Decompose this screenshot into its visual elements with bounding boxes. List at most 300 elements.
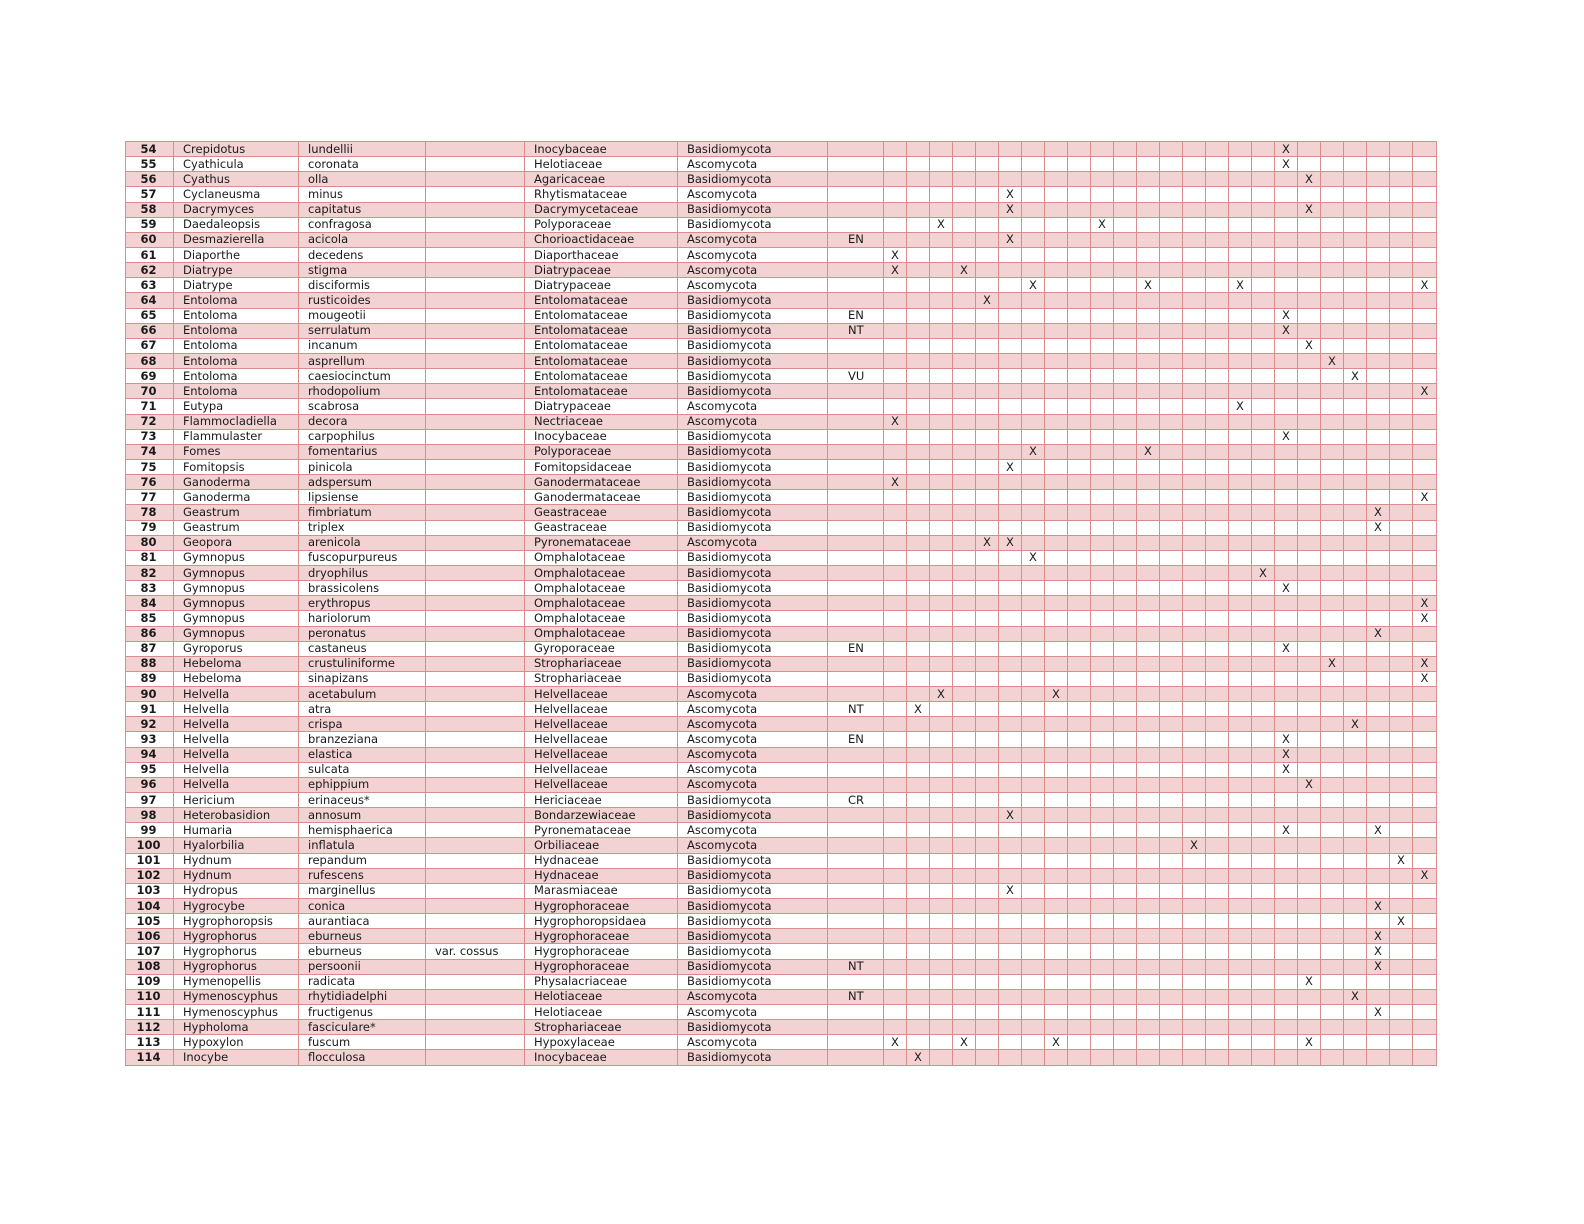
presence-cell: [1229, 475, 1252, 490]
presence-cell: [1206, 384, 1229, 399]
status-cell: [828, 293, 884, 308]
genus-cell: Gymnopus: [174, 611, 299, 626]
presence-cell: [1321, 232, 1344, 247]
presence-cell: [1068, 293, 1091, 308]
presence-cell: [1344, 384, 1367, 399]
presence-cell: [884, 959, 907, 974]
presence-cell: [1344, 671, 1367, 686]
presence-cell: [1275, 550, 1298, 565]
presence-cell: X: [999, 202, 1022, 217]
variety-cell: [426, 611, 525, 626]
species-cell: flocculosa: [299, 1050, 426, 1065]
presence-cell: [953, 1050, 976, 1065]
presence-cell: [1091, 384, 1114, 399]
species-cell: erinaceus*: [299, 793, 426, 808]
presence-cell: [1275, 914, 1298, 929]
presence-cell: [1321, 596, 1344, 611]
presence-cell: [1183, 777, 1206, 792]
presence-cell: [1252, 550, 1275, 565]
presence-cell: X: [1413, 611, 1437, 626]
species-cell: ephippium: [299, 777, 426, 792]
presence-cell: [953, 989, 976, 1004]
presence-cell: [1137, 399, 1160, 414]
presence-cell: [953, 762, 976, 777]
presence-cell: [884, 278, 907, 293]
presence-cell: [1091, 626, 1114, 641]
presence-cell: [1275, 535, 1298, 550]
species-cell: radicata: [299, 974, 426, 989]
presence-cell: [1229, 202, 1252, 217]
phylum-cell: Basidiomycota: [678, 581, 828, 596]
presence-cell: [1321, 429, 1344, 444]
presence-cell: [1045, 702, 1068, 717]
genus-cell: Entoloma: [174, 384, 299, 399]
presence-cell: [1114, 883, 1137, 898]
presence-cell: [1390, 550, 1413, 565]
presence-cell: [1298, 808, 1321, 823]
presence-cell: [1206, 414, 1229, 429]
family-cell: Helvellaceae: [525, 732, 678, 747]
presence-cell: [1137, 581, 1160, 596]
presence-cell: [1206, 959, 1229, 974]
presence-cell: [1413, 338, 1437, 353]
presence-cell: [1114, 1035, 1137, 1050]
presence-cell: [1413, 747, 1437, 762]
table-row: [126, 974, 1437, 989]
genus-cell: Heterobasidion: [174, 808, 299, 823]
presence-cell: [1367, 429, 1390, 444]
presence-cell: [1114, 565, 1137, 580]
presence-cell: [1160, 520, 1183, 535]
presence-cell: [1114, 838, 1137, 853]
presence-cell: [999, 142, 1022, 157]
species-cell: carpophilus: [299, 429, 426, 444]
row-number: 56: [126, 172, 174, 187]
presence-cell: [1160, 883, 1183, 898]
species-cell: sinapizans: [299, 671, 426, 686]
table-row: [126, 1020, 1437, 1035]
presence-cell: [999, 172, 1022, 187]
presence-cell: [1091, 1050, 1114, 1065]
presence-cell: [1022, 520, 1045, 535]
presence-cell: [1298, 353, 1321, 368]
presence-cell: [1045, 793, 1068, 808]
presence-cell: [1137, 308, 1160, 323]
presence-cell: [1252, 1035, 1275, 1050]
presence-cell: [1160, 444, 1183, 459]
presence-cell: [1068, 868, 1091, 883]
presence-cell: [1045, 823, 1068, 838]
species-cell: arenicola: [299, 535, 426, 550]
family-cell: Entolomataceae: [525, 384, 678, 399]
variety-cell: [426, 505, 525, 520]
presence-cell: [976, 232, 999, 247]
presence-cell: [999, 641, 1022, 656]
family-cell: Physalacriaceae: [525, 974, 678, 989]
presence-cell: [1298, 581, 1321, 596]
presence-cell: [1390, 671, 1413, 686]
presence-cell: [884, 989, 907, 1004]
presence-cell: [1160, 338, 1183, 353]
presence-cell: [1114, 217, 1137, 232]
row-number: 92: [126, 717, 174, 732]
status-cell: [828, 550, 884, 565]
presence-cell: [1367, 384, 1390, 399]
presence-cell: [1252, 384, 1275, 399]
presence-cell: [1022, 505, 1045, 520]
presence-cell: [1206, 777, 1229, 792]
presence-cell: [1045, 338, 1068, 353]
status-cell: [828, 353, 884, 368]
presence-cell: [1137, 762, 1160, 777]
presence-cell: [1321, 535, 1344, 550]
phylum-cell: Basidiomycota: [678, 793, 828, 808]
presence-cell: [1252, 899, 1275, 914]
presence-cell: [930, 565, 953, 580]
presence-cell: [1045, 641, 1068, 656]
status-cell: [828, 914, 884, 929]
genus-cell: Entoloma: [174, 323, 299, 338]
presence-cell: [1206, 399, 1229, 414]
presence-cell: [999, 838, 1022, 853]
presence-cell: [1137, 671, 1160, 686]
presence-cell: [1022, 959, 1045, 974]
status-cell: CR: [828, 793, 884, 808]
presence-cell: [1367, 687, 1390, 702]
presence-cell: [1114, 475, 1137, 490]
presence-cell: [1252, 989, 1275, 1004]
presence-cell: [1390, 384, 1413, 399]
presence-cell: [1160, 1005, 1183, 1020]
presence-cell: [1114, 414, 1137, 429]
table-row: [126, 687, 1437, 702]
presence-cell: [976, 747, 999, 762]
presence-cell: [1114, 505, 1137, 520]
presence-cell: [930, 187, 953, 202]
presence-cell: [1114, 278, 1137, 293]
presence-cell: [1091, 565, 1114, 580]
presence-cell: [1367, 641, 1390, 656]
presence-cell: [976, 974, 999, 989]
presence-cell: [1390, 369, 1413, 384]
presence-cell: [1344, 899, 1367, 914]
presence-cell: [1160, 157, 1183, 172]
family-cell: Entolomataceae: [525, 293, 678, 308]
presence-cell: [953, 944, 976, 959]
presence-cell: [999, 974, 1022, 989]
genus-cell: Eutypa: [174, 399, 299, 414]
presence-cell: [1068, 535, 1091, 550]
presence-cell: [1229, 429, 1252, 444]
family-cell: Omphalotaceae: [525, 550, 678, 565]
presence-cell: [1321, 929, 1344, 944]
presence-cell: [999, 671, 1022, 686]
presence-cell: [1390, 278, 1413, 293]
status-cell: [828, 823, 884, 838]
presence-cell: [1252, 868, 1275, 883]
presence-cell: [1344, 142, 1367, 157]
row-number: 97: [126, 793, 174, 808]
species-cell: olla: [299, 172, 426, 187]
presence-cell: [1206, 308, 1229, 323]
presence-cell: [1022, 247, 1045, 262]
presence-cell: [1114, 172, 1137, 187]
table-row: [126, 596, 1437, 611]
presence-cell: [1206, 293, 1229, 308]
presence-cell: [1367, 596, 1390, 611]
presence-cell: [884, 596, 907, 611]
presence-cell: [1344, 278, 1367, 293]
status-cell: [828, 596, 884, 611]
status-cell: [828, 429, 884, 444]
presence-cell: [1390, 444, 1413, 459]
presence-cell: [1022, 217, 1045, 232]
table-row: [126, 414, 1437, 429]
presence-cell: [1114, 899, 1137, 914]
presence-cell: [1413, 732, 1437, 747]
presence-cell: [907, 414, 930, 429]
phylum-cell: Basidiomycota: [678, 944, 828, 959]
species-cell: crispa: [299, 717, 426, 732]
family-cell: Marasmiaceae: [525, 883, 678, 898]
presence-cell: [1160, 505, 1183, 520]
presence-cell: [1413, 369, 1437, 384]
presence-cell: [1183, 974, 1206, 989]
genus-cell: Entoloma: [174, 353, 299, 368]
status-cell: [828, 687, 884, 702]
presence-cell: [1413, 777, 1437, 792]
presence-cell: [930, 959, 953, 974]
presence-cell: [884, 793, 907, 808]
presence-cell: [1344, 520, 1367, 535]
presence-cell: [1298, 883, 1321, 898]
row-number: 75: [126, 459, 174, 474]
presence-cell: [907, 944, 930, 959]
row-number: 82: [126, 565, 174, 580]
presence-cell: [1183, 399, 1206, 414]
presence-cell: [1045, 929, 1068, 944]
presence-cell: [999, 384, 1022, 399]
phylum-cell: Basidiomycota: [678, 611, 828, 626]
status-cell: NT: [828, 959, 884, 974]
table-row: [126, 777, 1437, 792]
presence-cell: [1045, 1050, 1068, 1065]
presence-cell: [1390, 1035, 1413, 1050]
presence-cell: [1367, 399, 1390, 414]
species-cell: repandum: [299, 853, 426, 868]
species-cell: capitatus: [299, 202, 426, 217]
presence-cell: [1298, 793, 1321, 808]
presence-cell: [999, 550, 1022, 565]
presence-cell: [1045, 187, 1068, 202]
status-cell: [828, 1035, 884, 1050]
presence-cell: X: [1367, 944, 1390, 959]
family-cell: Diatrypaceae: [525, 399, 678, 414]
presence-cell: [1275, 717, 1298, 732]
presence-cell: [1022, 338, 1045, 353]
presence-cell: [1367, 838, 1390, 853]
presence-cell: [1091, 172, 1114, 187]
row-number: 90: [126, 687, 174, 702]
row-number: 84: [126, 596, 174, 611]
presence-cell: [1022, 399, 1045, 414]
presence-cell: [1160, 490, 1183, 505]
presence-cell: [1252, 823, 1275, 838]
presence-cell: [1160, 717, 1183, 732]
presence-cell: [1275, 520, 1298, 535]
presence-cell: [1229, 656, 1252, 671]
presence-cell: [1206, 475, 1229, 490]
presence-cell: [1114, 293, 1137, 308]
presence-cell: [1114, 581, 1137, 596]
presence-cell: [1413, 202, 1437, 217]
presence-cell: [953, 899, 976, 914]
family-cell: Hygrophoraceae: [525, 959, 678, 974]
presence-cell: [1321, 293, 1344, 308]
presence-cell: [1390, 202, 1413, 217]
table-row: [126, 671, 1437, 686]
table-row: [126, 641, 1437, 656]
presence-cell: [1068, 444, 1091, 459]
presence-cell: X: [1137, 278, 1160, 293]
presence-cell: [1321, 202, 1344, 217]
family-cell: Hydnaceae: [525, 853, 678, 868]
presence-cell: [953, 626, 976, 641]
presence-cell: [1229, 1005, 1252, 1020]
presence-cell: [1229, 338, 1252, 353]
species-cell: asprellum: [299, 353, 426, 368]
phylum-cell: Basidiomycota: [678, 353, 828, 368]
phylum-cell: Ascomycota: [678, 823, 828, 838]
presence-cell: [930, 550, 953, 565]
presence-cell: [953, 459, 976, 474]
presence-cell: [884, 853, 907, 868]
presence-cell: [907, 596, 930, 611]
genus-cell: Hygrophorus: [174, 944, 299, 959]
presence-cell: [1114, 944, 1137, 959]
presence-cell: [1114, 732, 1137, 747]
row-number: 104: [126, 899, 174, 914]
status-cell: [828, 974, 884, 989]
presence-cell: [1275, 944, 1298, 959]
presence-cell: [1275, 565, 1298, 580]
presence-cell: [1413, 626, 1437, 641]
row-number: 113: [126, 1035, 174, 1050]
family-cell: Entolomataceae: [525, 323, 678, 338]
presence-cell: X: [1344, 717, 1367, 732]
presence-cell: [930, 823, 953, 838]
presence-cell: [1413, 142, 1437, 157]
family-cell: Pyronemataceae: [525, 823, 678, 838]
presence-cell: [1045, 384, 1068, 399]
presence-cell: [953, 490, 976, 505]
presence-cell: [1298, 671, 1321, 686]
species-cell: crustuliniforme: [299, 656, 426, 671]
species-cell: decora: [299, 414, 426, 429]
variety-cell: [426, 1005, 525, 1020]
table-row: [126, 550, 1437, 565]
presence-cell: [907, 581, 930, 596]
presence-cell: [1022, 1005, 1045, 1020]
presence-cell: [1229, 823, 1252, 838]
species-cell: adspersum: [299, 475, 426, 490]
presence-cell: [930, 232, 953, 247]
presence-cell: [1390, 520, 1413, 535]
presence-cell: [884, 656, 907, 671]
row-number: 58: [126, 202, 174, 217]
presence-cell: [1022, 429, 1045, 444]
presence-cell: [1183, 671, 1206, 686]
presence-cell: [1321, 187, 1344, 202]
presence-cell: [1390, 232, 1413, 247]
presence-cell: [1114, 1005, 1137, 1020]
presence-cell: X: [1275, 142, 1298, 157]
presence-cell: [1252, 702, 1275, 717]
presence-cell: [1321, 989, 1344, 1004]
presence-cell: [884, 429, 907, 444]
presence-cell: [1206, 641, 1229, 656]
presence-cell: [1390, 1020, 1413, 1035]
presence-cell: [1183, 732, 1206, 747]
species-cell: sulcata: [299, 762, 426, 777]
presence-cell: X: [1390, 914, 1413, 929]
genus-cell: Gyroporus: [174, 641, 299, 656]
presence-cell: [1275, 263, 1298, 278]
presence-cell: [1252, 944, 1275, 959]
presence-cell: [930, 157, 953, 172]
presence-cell: [999, 399, 1022, 414]
presence-cell: [953, 596, 976, 611]
presence-cell: [1045, 883, 1068, 898]
phylum-cell: Basidiomycota: [678, 565, 828, 580]
presence-cell: [1367, 293, 1390, 308]
presence-cell: [1068, 717, 1091, 732]
presence-cell: [1390, 293, 1413, 308]
presence-cell: [999, 475, 1022, 490]
presence-cell: [1275, 777, 1298, 792]
variety-cell: [426, 217, 525, 232]
status-cell: NT: [828, 702, 884, 717]
variety-cell: [426, 429, 525, 444]
species-cell: lipsiense: [299, 490, 426, 505]
presence-cell: [1252, 308, 1275, 323]
presence-cell: [884, 883, 907, 898]
presence-cell: [1321, 944, 1344, 959]
species-cell: caesiocinctum: [299, 369, 426, 384]
presence-cell: [884, 868, 907, 883]
presence-cell: [1390, 414, 1413, 429]
presence-cell: [1252, 883, 1275, 898]
presence-cell: [1344, 808, 1367, 823]
presence-cell: [1252, 974, 1275, 989]
presence-cell: [1091, 656, 1114, 671]
presence-cell: [976, 641, 999, 656]
presence-cell: [1413, 641, 1437, 656]
presence-cell: [1252, 762, 1275, 777]
presence-cell: [1206, 702, 1229, 717]
presence-cell: [1068, 247, 1091, 262]
presence-cell: [1068, 353, 1091, 368]
table-row: [126, 989, 1437, 1004]
presence-cell: [884, 520, 907, 535]
row-number: 78: [126, 505, 174, 520]
presence-cell: [884, 399, 907, 414]
presence-cell: [1183, 853, 1206, 868]
presence-cell: [999, 1020, 1022, 1035]
presence-cell: [1068, 899, 1091, 914]
presence-cell: [1390, 308, 1413, 323]
presence-cell: [1045, 747, 1068, 762]
